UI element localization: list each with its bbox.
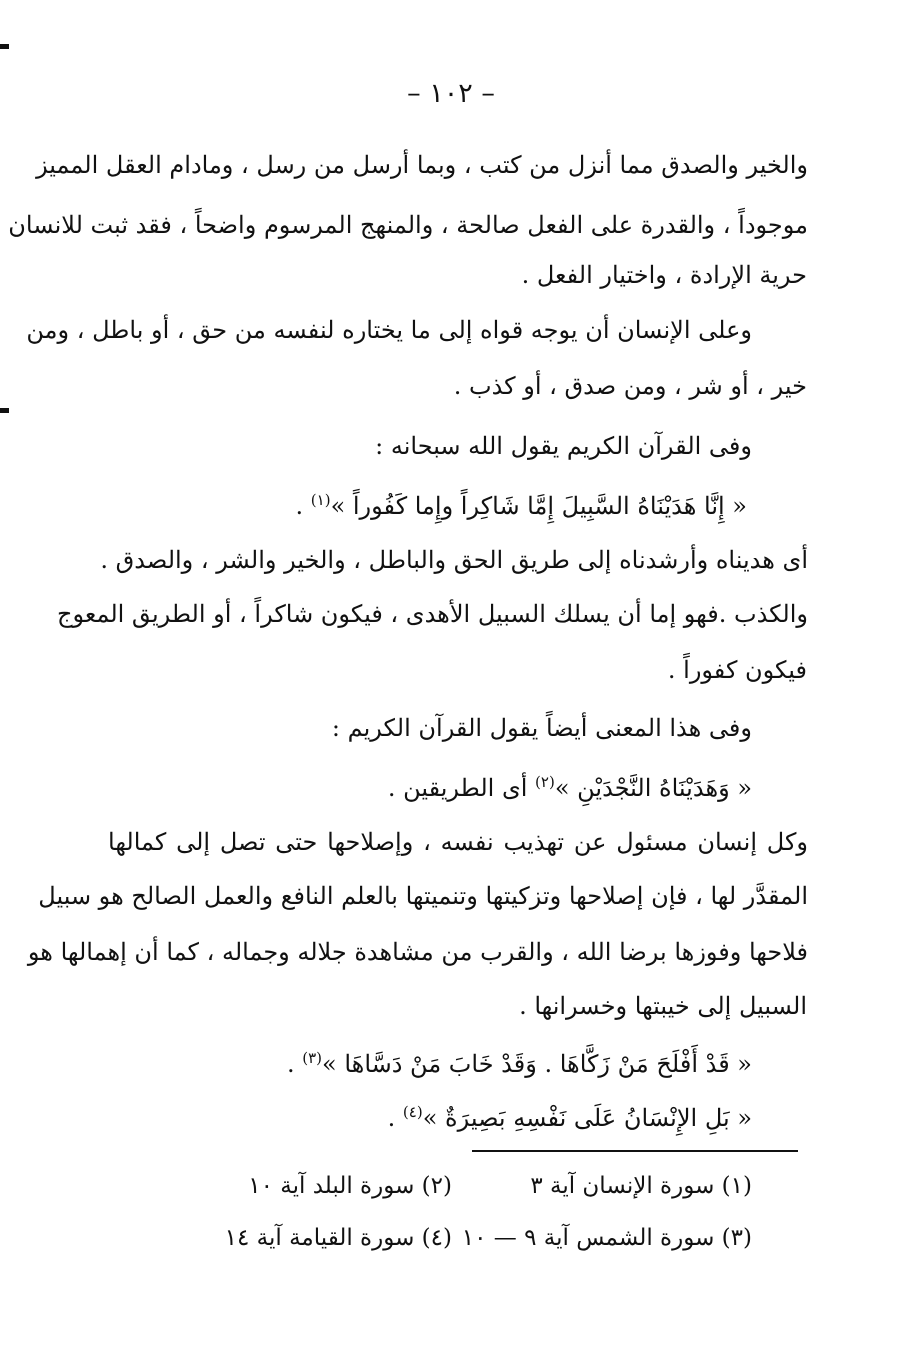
body-line: وفى القرآن الكريم يقول الله سبحانه : [375,432,752,460]
footnote-divider [472,1150,798,1152]
quran-verse [287,1038,752,1078]
page-number: – ١٠٢ – [407,78,495,109]
quran-verse [388,762,752,802]
verse-end: أى الطريقين . [387,774,536,802]
body-line: موجوداً ، والقدرة على الفعل صالحة ، والمنهج المرسوم واضحاً ، فقد ثبت للانسان [8,211,808,239]
body-line: السبيل إلى خيبتها وخسرانها . [519,992,807,1020]
body-line: المقدَّر لها ، فإن إصلاحها وتزكيتها وتنميتها بالعلم النافع والعمل الصالح هو سبيل [38,882,808,910]
body-line: والكذب .فهو إما أن يسلك السبيل الأهدى ، فيكون شاكراً ، أو الطريق المعوج [56,600,808,628]
footnote: (٤) سورة القيامة آية ١٤ [224,1225,452,1251]
footnote: (١) سورة الإنسان آية ٣ [530,1173,752,1199]
quran-verse [388,1092,752,1132]
footnote: (٢) سورة البلد آية ١٠ [248,1173,452,1199]
verse-end: . [286,1050,303,1078]
body-line: والخير والصدق مما أنزل من كتب ، وبما أرسل من رسل ، ومادام العقل المميز [36,151,808,179]
footnote-ref: (٢) [535,773,555,791]
footnote-ref: (٣) [302,1049,323,1067]
scan-edge-mark [0,44,9,49]
footnote-ref: (١) [310,491,331,509]
verse-text: « قَدْ أَفْلَحَ مَنْ زَكَّاهَا . وَقَدْ خَابَ مَنْ دَسَّاهَا » [322,1050,752,1078]
body-line: فلاحها وفوزها برضا الله ، والقرب من مشاهدة جلاله وجماله ، كما أن إهمالها هو [27,938,808,966]
footnote: (٣) سورة الشمس آية ٩ — ١٠ [461,1225,752,1251]
body-line: وعلى الإنسان أن يوجه قواه إلى ما يختاره لنفسه من حق ، أو باطل ، ومن [26,316,752,344]
verse-end: . [295,492,311,520]
body-line: حرية الإرادة ، واختيار الفعل . [521,261,807,289]
verse-text: « إِنَّا هَدَيْنَاهُ السَّبِيلَ إِمَّا شَاكِراً وإِما كَفُوراً » [330,492,747,520]
body-line: أى هديناه وأرشدناه إلى طريق الحق والباطل ، والخير والشر ، والصدق . [100,546,808,574]
verse-text: « وَهَدَيْنَاهُ النَّجْدَيْنِ » [554,774,752,802]
verse-end: . [387,1104,403,1132]
footnote-ref: (٤) [402,1103,423,1121]
scan-edge-mark [0,408,9,413]
body-line: خير ، أو شر ، ومن صدق ، أو كذب . [453,372,807,400]
body-line: وفى هذا المعنى أيضاً يقول القرآن الكريم : [331,714,752,742]
body-line: وكل إنسان مسئول عن تهذيب نفسه ، وإصلاحها حتى تصل إلى كمالها [108,828,808,856]
verse-text: « بَلِ الإِنْسَانُ عَلَى نَفْسِهِ بَصِيرَةٌ » [422,1104,752,1132]
quran-verse [296,480,747,520]
body-line: فيكون كفوراً . [667,656,807,684]
